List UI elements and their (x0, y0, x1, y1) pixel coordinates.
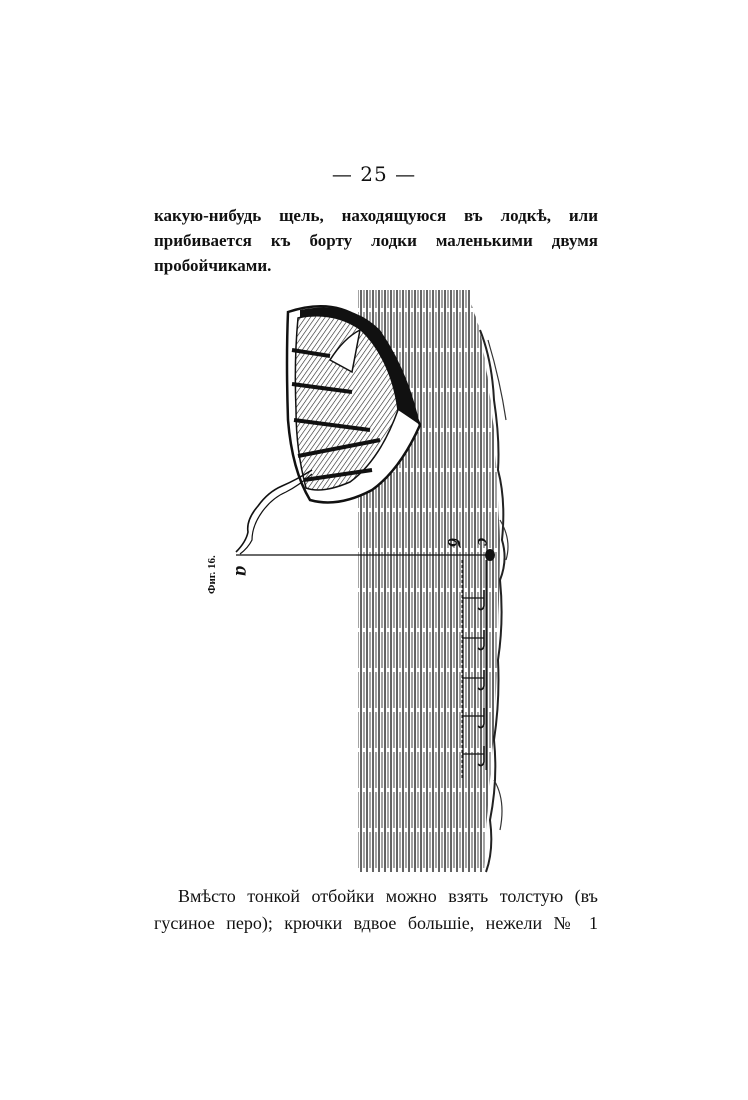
paragraph-line: прибивается къ борту лодки маленькими двумя (154, 231, 598, 250)
paragraph-line: какую-нибудь щель, находящуюся въ лодкѣ, или (154, 206, 598, 225)
page-number: — 25 — (331, 162, 417, 186)
label-b: б (444, 538, 464, 547)
label-c: с (474, 538, 494, 546)
label-a: a (231, 566, 253, 576)
paragraph-top (154, 203, 598, 278)
paragraph-line: пробойчиками. (154, 256, 272, 275)
paragraph-bottom (154, 883, 598, 937)
paragraph-line: Вмѣсто тонкой отбойки можно взять толстую (въ (178, 886, 598, 906)
figure-caption: Фиг. 16. (206, 555, 218, 595)
sinker (485, 549, 495, 561)
paragraph-line: гусиное перо); крючки вдвое большіе, нежели № 1 (154, 913, 598, 933)
figure-illustration (190, 284, 530, 878)
